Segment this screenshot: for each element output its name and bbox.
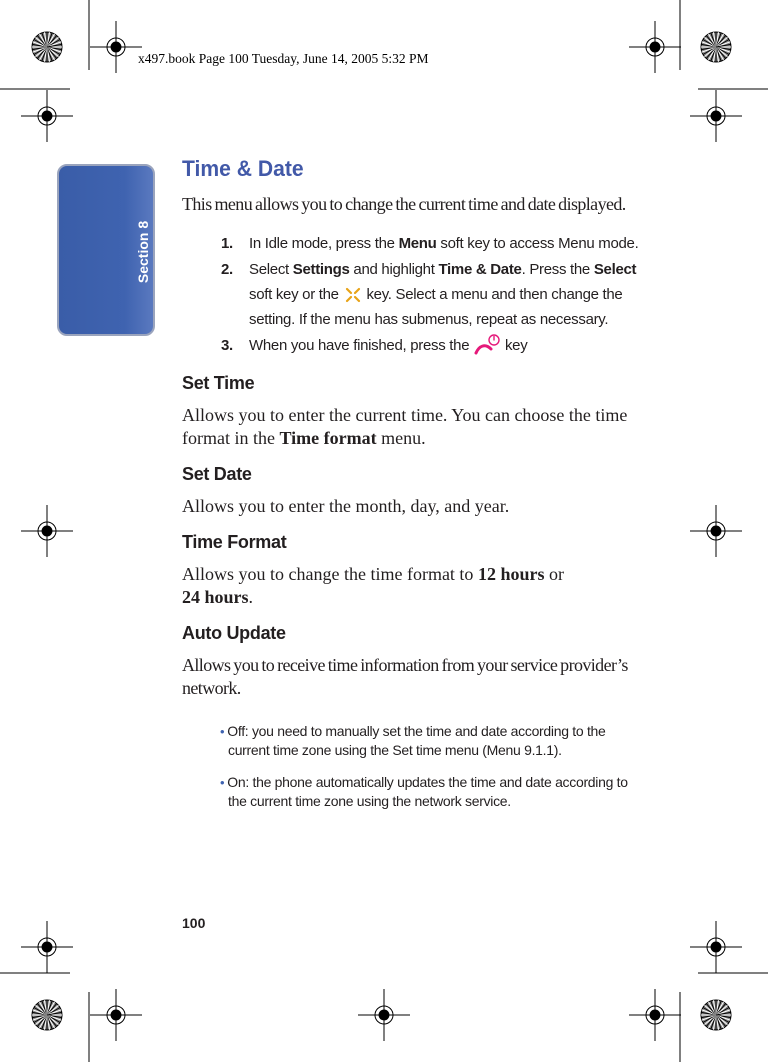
auto-update-options: [182, 722, 644, 811]
end-key-icon: [473, 333, 501, 359]
registration-mark: [707, 107, 725, 125]
step-item: 1. In Idle mode, press the Menu soft key to access Menu mode.: [221, 235, 639, 252]
instruction-steps: [182, 231, 644, 359]
registration-starburst: [32, 32, 62, 62]
section-heading-time-format: Time Format: [182, 532, 287, 553]
page-number: 100: [182, 915, 206, 931]
registration-mark: [646, 1006, 664, 1024]
page-content: [182, 156, 644, 824]
section-heading-auto-update: Auto Update: [182, 623, 286, 644]
registration-mark: [375, 1006, 393, 1024]
section-text-time-format: Allows you to change the time format to 12 hours or 24 hours.: [182, 564, 564, 608]
step-item: 2. Select Settings and highlight Time & Date. Press the Select soft key or the key. Select a menu and then change the setting. If the menu has submenus, repeat as necessary.: [221, 261, 637, 328]
bullet-icon: •: [220, 724, 225, 740]
registration-mark: [707, 938, 725, 956]
intro-paragraph: This menu allows you to change the current time and date displayed.: [182, 194, 626, 214]
list-item: • On: the phone automatically updates the time and date according to the current time zone using the network service.: [220, 774, 628, 810]
registration-mark: [707, 522, 725, 540]
bullet-icon: •: [220, 775, 225, 791]
registration-mark: [38, 522, 56, 540]
navigation-key-icon: [343, 286, 363, 304]
section-text-auto-update: Allows you to receive time information from your service provider’s network.: [182, 655, 628, 699]
step-item: 3. When you have finished, press the key: [182, 333, 644, 359]
list-item: • Off: you need to manually set the time and date according to the current time zone using the Set time menu (Menu 9.1.1).: [220, 723, 606, 759]
registration-mark: [107, 1006, 125, 1024]
page-title: Time & Date: [182, 156, 304, 181]
book-header-info: x497.book Page 100 Tuesday, June 14, 2005 5:32 PM: [138, 51, 429, 66]
registration-mark: [38, 938, 56, 956]
section-text-set-time: Allows you to enter the current time. You can choose the time format in the Time format menu.: [182, 405, 628, 449]
registration-mark: [38, 107, 56, 125]
registration-starburst: [701, 1000, 731, 1030]
section-heading-set-time: Set Time: [182, 373, 255, 394]
registration-mark: [646, 38, 664, 56]
registration-starburst: [701, 32, 731, 62]
registration-starburst: [32, 1000, 62, 1030]
section-tab-label: Section 8: [135, 220, 151, 284]
registration-mark: [107, 38, 125, 56]
section-heading-set-date: Set Date: [182, 464, 252, 485]
section-text-set-date: Allows you to enter the month, day, and year.: [182, 496, 510, 517]
